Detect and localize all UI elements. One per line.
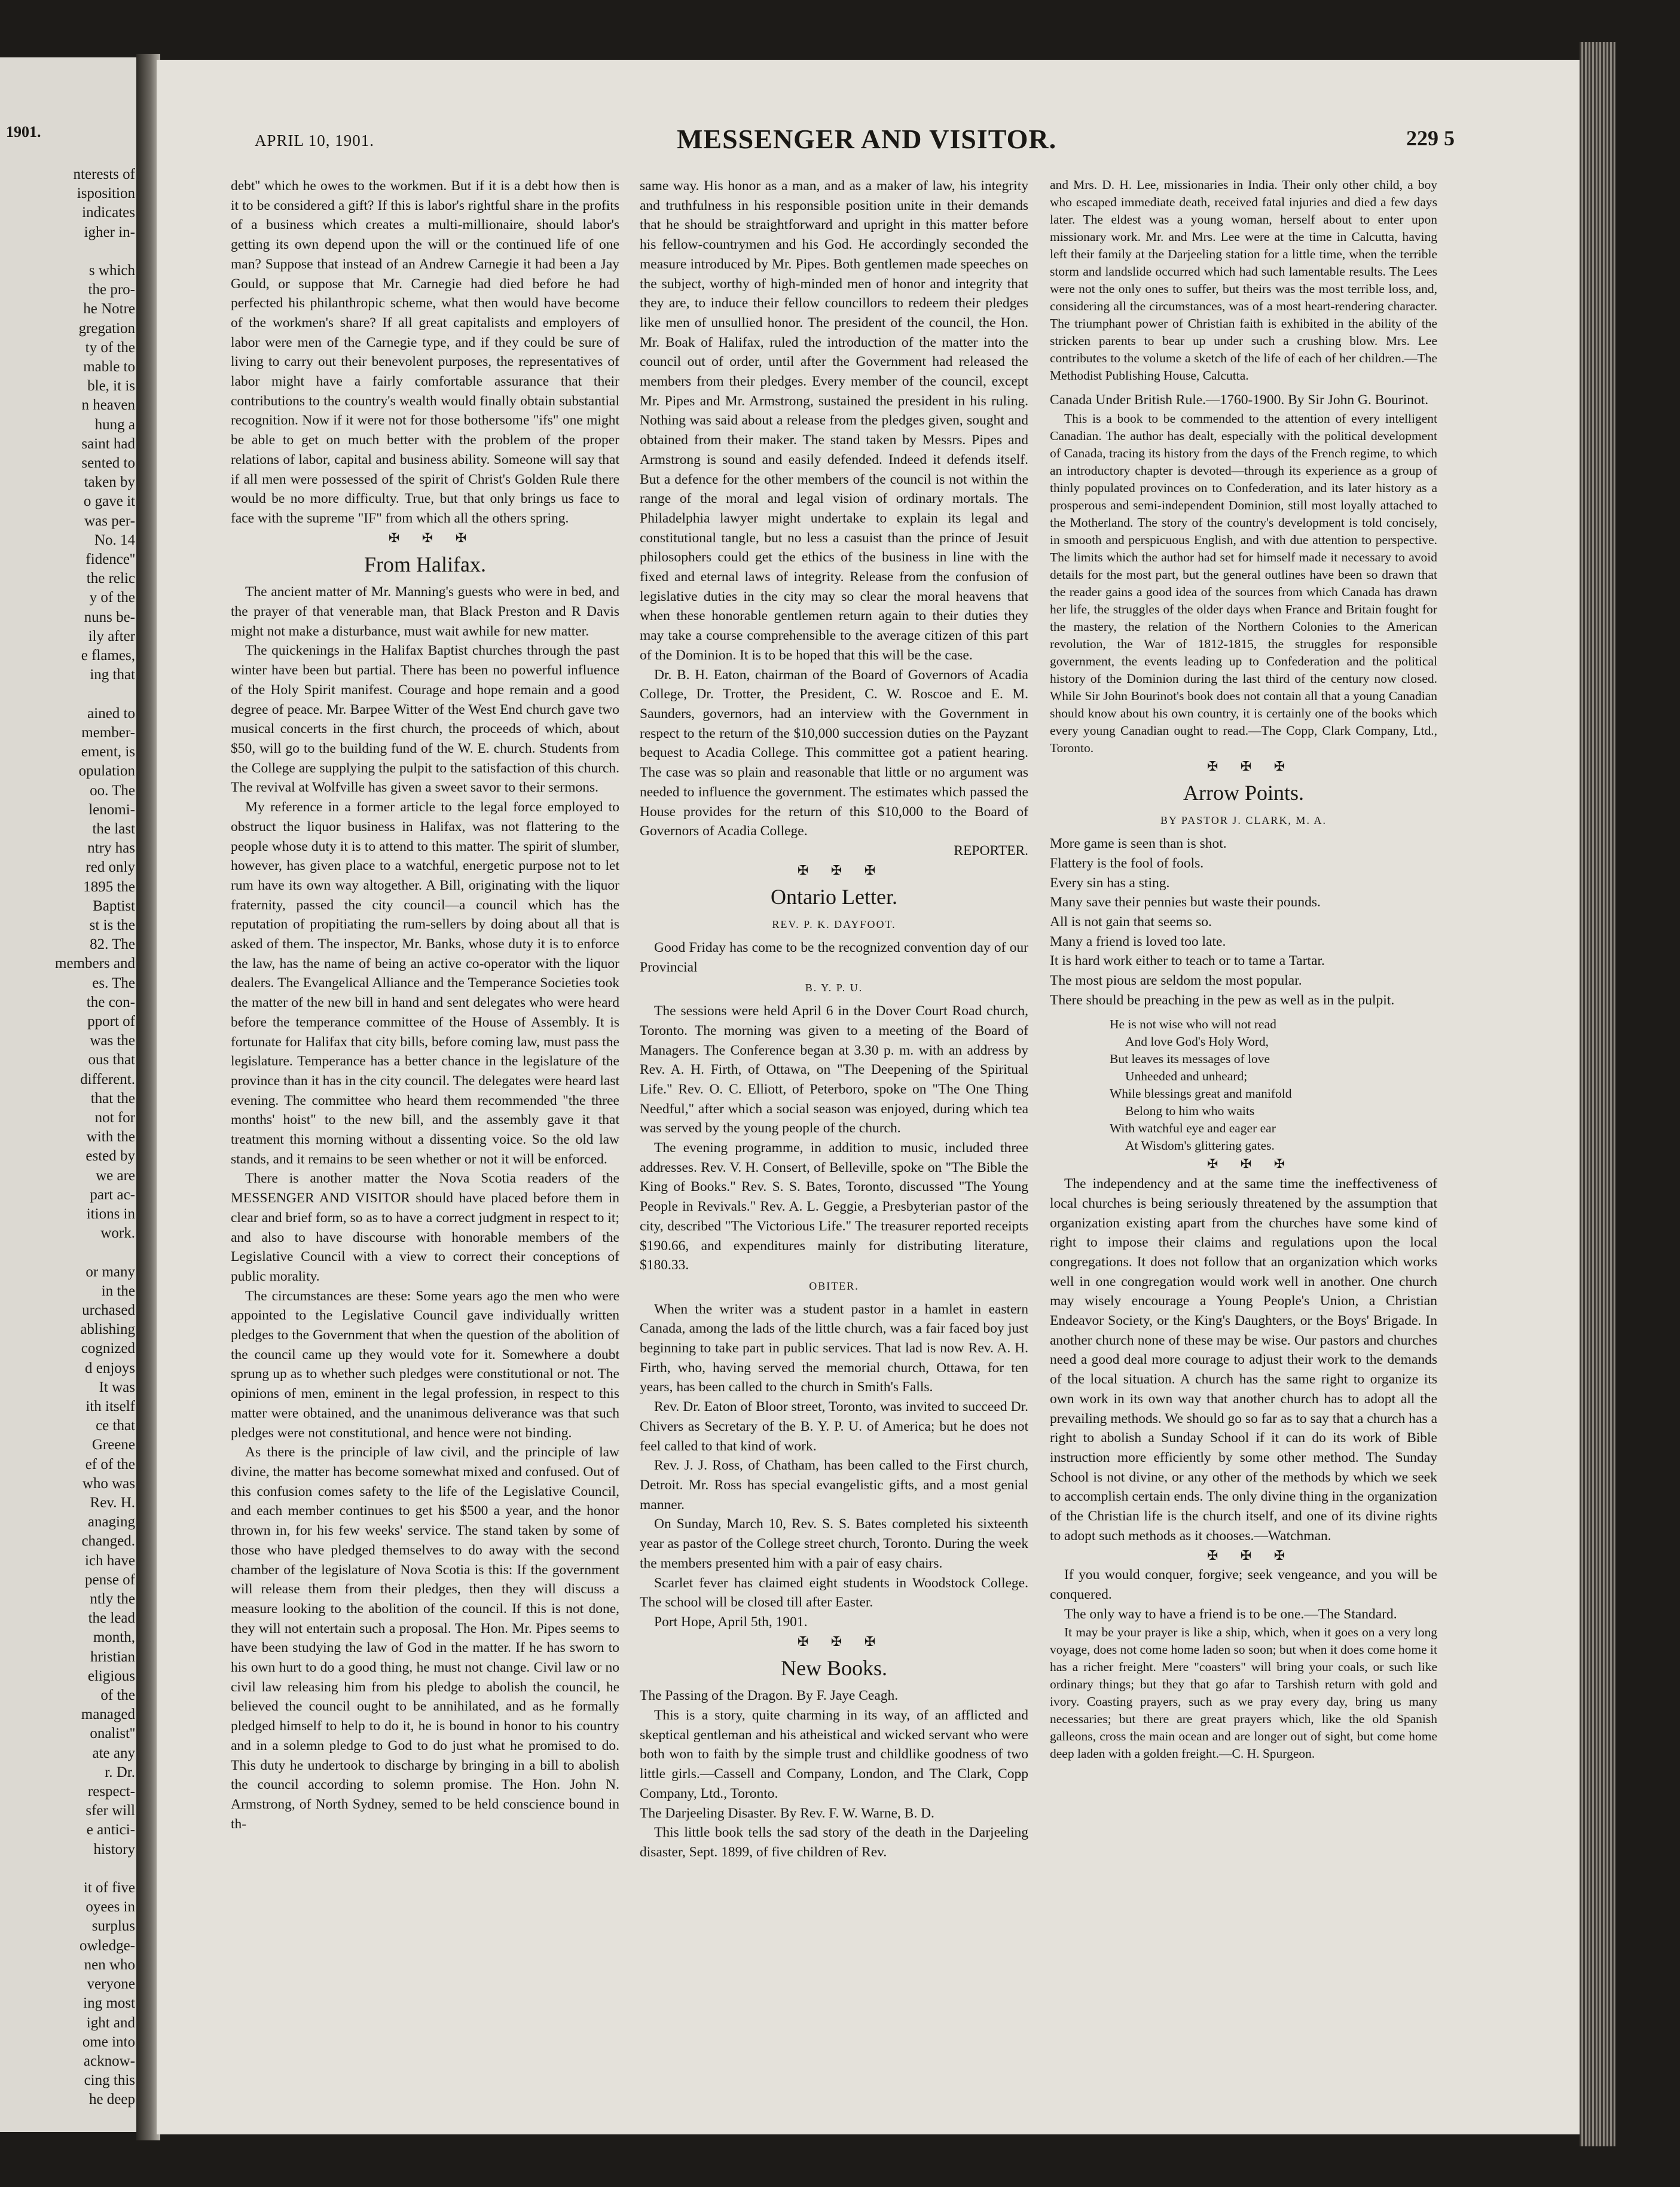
- left-page-line: members and: [55, 955, 135, 972]
- left-page-line: managed: [81, 1706, 135, 1723]
- section-separator: ✠ ✠ ✠: [388, 530, 476, 545]
- newspaper-page: [157, 60, 1580, 2134]
- paragraph: The only way to have a friend is to be one.—The Standard.: [1064, 1606, 1397, 1622]
- left-page-line: month,: [93, 1629, 135, 1646]
- left-page-line: ing that: [90, 667, 135, 683]
- left-page-line: ight and: [86, 2014, 135, 2031]
- left-page-line: that the: [90, 1090, 135, 1107]
- left-page-line: ty of the: [85, 339, 135, 356]
- left-page-line: part ac-: [90, 1186, 135, 1203]
- article-title-ontario-letter: Ontario Letter.: [771, 885, 897, 909]
- left-page-line: st is the: [89, 917, 135, 933]
- left-page-line: ntry has: [87, 840, 135, 857]
- left-page-line: ate any: [92, 1745, 135, 1761]
- poem-line: While blessings great and manifold: [1110, 1086, 1292, 1101]
- left-page-line: the lead: [88, 1610, 135, 1627]
- book-heading: The Passing of the Dragon. By F. Jaye Ceagh.: [640, 1688, 899, 1704]
- left-page-line: of the: [100, 1687, 135, 1704]
- left-page-line: ich have: [85, 1552, 135, 1569]
- left-page-line: pense of: [85, 1571, 135, 1588]
- left-page-line: with the: [86, 1129, 135, 1146]
- page-date: APRIL 10, 1901.: [255, 132, 375, 149]
- left-page-line: saint had: [81, 435, 135, 452]
- left-page-line: Baptist: [93, 897, 135, 914]
- book-heading: The Darjeeling Disaster. By Rev. F. W. Warne, B. D.: [640, 1805, 934, 1821]
- page-number: 229 5: [1406, 126, 1455, 150]
- paragraph: This little book tells the sad story of the death in the Darjeeling disaster, Sept. 1899, of five children of Rev.: [640, 1825, 1028, 1860]
- left-page-line: acknow-: [83, 2052, 135, 2069]
- left-page-line: nterests of: [73, 166, 135, 182]
- left-page-line: it of five: [83, 1880, 135, 1896]
- article-title-arrow-points: Arrow Points.: [1183, 781, 1304, 805]
- col1-intro: debt'' which he owes to the workmen. But if it is a debt how then is it to be considered a gift? If this is labor's rightful share in the profits of a business which creates a multi-millionaire, should labor's getting its own depend upon the will or the continued life of one man? Suppose that instead of an Andrew Carnegie it had been a Jay Gould, or suppose that Mr. Carnegie had died before he had perfected his philanthropic scheme, what then would have become of the workmen's share? If all great capitalists and employers of labor were men of the Carnegie type, and if they could be sure of living to carry out their benevolent purposes, the representatives of labor might have a fairly comfortable assurance that their contributions to the country's wealth would finally obtain substantial recognition. Now if it were not for those bothersome "ifs" one might be able to get on much better with the problem of the proper relations of labor, capital and business ability. Someone will say that if all men were possessed of the spirit of Christ's Golden Rule there would be no more difficulty. True, but that only brings us face to face with the supreme "IF" from which all the others spring.: [231, 178, 619, 526]
- left-page-line: anaging: [87, 1514, 135, 1531]
- left-page-line: was per-: [84, 512, 135, 529]
- left-page-line: taken by: [84, 474, 135, 491]
- paragraph: There is another matter the Nova Scotia readers of the MESSENGER AND VISITOR should have placed before them in clear and brief form, so as to have a correct judgment in respect to it; and also to have discourse with honorable members of the Legislative Council with a view to correct their conceptions of public morality.: [231, 1171, 619, 1284]
- left-page-line: oo. The: [90, 782, 135, 799]
- paragraph: Rev. Dr. Eaton of Bloor street, Toronto, was invited to succeed Dr. Chivers as Secretary of the B. Y. P. U. of America; but he does not feel called to that kind of work.: [640, 1399, 1028, 1454]
- left-page-line: o gave it: [83, 493, 135, 510]
- left-page-line: red only: [85, 859, 135, 876]
- left-page-line: eligious: [87, 1667, 135, 1684]
- paragraph: The ancient matter of Mr. Manning's guests who were in bed, and the prayer of that venerable man, that Black Preston and R Davis might not make a disturbance, must wait awhile for new matter.: [231, 584, 619, 639]
- list-item: It is hard work either to teach or to tame a Tartar.: [1050, 953, 1325, 969]
- left-page-line: respect-: [87, 1783, 135, 1800]
- left-page-line: [4, 1243, 135, 1262]
- left-page-line: ce that: [96, 1418, 135, 1434]
- paragraph: It may be your prayer is like a ship, which, when it goes on a very long voyage, does not come home laden so soon; but when it does come home it has a richer freight. Mere "coasters" will bring your coals, or such like ordinary things; but they that go afar to Tarshish return with gold and ivory. Coasting prayers, such as we pray every day, bring us many necessaries; but there are great prayers which, like the old Spanish galleons, cross the main ocean and are longer out of sight, but come home deep laden with a golden freight.—C. H. Spurgeon.: [1050, 1625, 1437, 1761]
- poem: [1050, 1016, 1437, 1154]
- list-item: More game is seen than is shot.: [1050, 836, 1227, 852]
- left-page-line: he Notre: [83, 301, 135, 317]
- left-page-line: [4, 1859, 135, 1879]
- list-item: Many a friend is loved too late.: [1050, 933, 1226, 949]
- left-page-line: ing most: [83, 1995, 135, 2012]
- list-item: Many save their pennies but waste their pounds.: [1050, 894, 1321, 911]
- subheading: OBITER.: [809, 1279, 859, 1292]
- column-1: [231, 176, 619, 1834]
- left-page-line: the last: [92, 820, 135, 837]
- paragraph: Scarlet fever has claimed eight students in Woodstock College. The school will be closed till after Easter.: [640, 1575, 1028, 1611]
- article-title-new-books: New Books.: [781, 1656, 887, 1681]
- left-page-line: he deep: [88, 2091, 135, 2108]
- left-page-line: different.: [80, 1071, 135, 1088]
- paragraph: The sessions were held April 6 in the Dover Court Road church, Toronto. The morning was given to a meeting of the Board of Managers. The Conference began at 3.30 p. m. with an address by Rev. A. H. Firth, of Ottawa, on "The Deepening of the Spiritual Life." Rev. O. C. Elliott, of Peterboro, spoke on "The One Thing Needful," after which a social season was enjoyed, during which tea was served by the young people of the church.: [640, 1003, 1028, 1137]
- left-page-line: d enjoys: [84, 1360, 135, 1376]
- col2-intro: same way. His honor as a man, and as a maker of law, his integrity and truthfulness in his responsible position unite in their demands that he should be straightforward and upright in this matter before his fellow-countrymen and his God. He accordingly seconded the measure introduced by Mr. Pipes. Both gentlemen made speeches on the subject, worthy of high-minded men of honor and integrity that they are, to induce their fellow councillors to redeem their pledges like men of unsullied honor. The president of the council, the Hon. Mr. Boak of Halifax, ruled the introduction of the matter into the council out of order, until after the Government had released the members from their pledges. Every member of the council, except Mr. Pipes and Mr. Armstrong, sustained the president in his ruling. Nothing was said about a release from the pledges given, sought and obtained from their maker. The stand taken by Messrs. Pipes and Armstrong is sound and easily defended. Indeed it defends itself. But a defence for the other members of the council is not within the range of the moral and legal vision of ordinary mortals. The Philadelphia lawyer might undertake to explain its legal and constitutional tangle, but no less a casuist than the prince of Jesuit philosophers could get the ethics of the business in line with the fixed and eternal laws of integrity. Release from the confusion of legislative duties in the city may so clear the moral heavens that when these honorable gentlemen return again to their duties they may take a course comprehensible to the average citizen of this part of the Dominion. It is to be hoped that this will be the case.: [640, 178, 1028, 663]
- left-page-line: ested by: [85, 1148, 135, 1165]
- left-page-line: member-: [81, 724, 135, 741]
- left-page-line: onalist'': [90, 1725, 135, 1742]
- left-page-line: isposition: [77, 185, 135, 202]
- left-page-line: Rev. H.: [90, 1495, 135, 1511]
- paragraph: The quickenings in the Halifax Baptist churches through the past winter have been but partial. There has been no powerful influence of the Holy Spirit manifest. Courage and hope remain and a good degree of peace. Mr. Barpee Witter of the West End church gave two musical concerts in the first church, the proceeds of which, about $50, will go to the building fund of the W. E. church. Students from the College are supplying the pulpit to the satisfaction of this church. The revival at Wolfville has given a sweet savor to their sermons.: [231, 643, 619, 796]
- section-separator: ✠ ✠ ✠: [797, 862, 885, 878]
- column-3: [1050, 176, 1437, 1763]
- left-page-line: ome into: [82, 2033, 135, 2050]
- page-title: MESSENGER AND VISITOR.: [677, 124, 1057, 154]
- left-page-line: ained to: [87, 705, 135, 722]
- left-page-line: pport of: [87, 1013, 135, 1030]
- left-page-line: who was: [82, 1475, 135, 1492]
- left-page-line: y of the: [89, 589, 135, 606]
- paragraph: Dr. B. H. Eaton, chairman of the Board of Governors of Acadia College, Dr. Trotter, the President, C. W. Roscoe and E. M. Saunders, governors, had an interview with the Government in respect to the return of the $10,000 succession duties on the Payzant bequest to Acadia College. This committee got a patient hearing. The case was so plain and reasonable that little or no argument was needed to influence the government. The estimates which passed the House provides for the return of this $10,000 to the Board of Governors of Acadia College.: [640, 667, 1028, 839]
- left-page-line: changed.: [81, 1533, 135, 1550]
- col3-intro: and Mrs. D. H. Lee, missionaries in India. Their only other child, a boy who escaped immediate death, received fatal injuries and died a few days later. The eldest was a young woman, herself about to enter upon missionary work. Mr. and Mrs. Lee were at the time in Calcutta, having left their family at the Darjeeling station for a little time, when the terrible storm and landslide occurred which had such lamentable results. The Lees were not the only ones to suffer, but theirs was the most terrible loss, and, considering all the circumstances, was of a most heart-rendering character. The triumphant power of Christian faith is exhibited in the ability of the stricken parents to bear up under such a crushing blow. Mrs. Lee contributes to the volume a sketch of the life of each of her children.—The Methodist Publishing House, Calcutta.: [1050, 178, 1437, 383]
- paragraph: The circumstances are these: Some years ago the men who were appointed to the Legislative Council gave individually written pledges to the Government that when the question of the abolition of the council came up they would vote for it. Somewhere a doubt sprung up as to whether such pledges were constitutional or not. The opinions of men, eminent in the legal profession, in respect to this matter were obtained, and the unanimous deliverance was that such pledges were not constitutional, and hence were not binding.: [231, 1288, 619, 1441]
- poem-line: Belong to him who waits: [1125, 1104, 1255, 1119]
- left-page-line: 1895 the: [83, 878, 135, 895]
- left-page-line: igher in-: [84, 224, 135, 240]
- left-page-line: fidence'': [85, 551, 135, 568]
- section-separator: ✠ ✠ ✠: [1206, 758, 1295, 774]
- left-page-line: owledge-: [79, 1937, 135, 1954]
- list-item: All is not gain that seems so.: [1050, 914, 1212, 930]
- left-page-line: work.: [100, 1225, 135, 1242]
- left-page-line: e antici-: [86, 1822, 135, 1838]
- paragraph: The independency and at the same time the ineffectiveness of local churches is being seriously threatened by the assumption that organization existing apart from the churches have some kind of right to impose their claims and regulations upon the local congregations. It does not follow that an organization which works well in one congregation would work well in another. One church may wisely encourage a Young People's Union, a Christian Endeavor Society, or the King's Daughters, or the Boys' Brigade. In another church none of these may be wise. Our pastors and churches need a good deal more courage to adjust their work to the demands of the local situation. A church has the same right to organize its own work in its own way that another church has to adopt all the prevailing methods. We should go so far as to say that a church has a right to abolish a Sunday School if it can do its work of Bible instruction more efficiently by some other method. The Sunday School is not divine, or any other of the methods by which we seek to accomplish certain ends. The only divine thing in the organization of the Christian life is the church itself, and one of its divine rights to adopt such methods as it chooses.—Watchman.: [1050, 1176, 1437, 1544]
- left-page-line: s which: [88, 262, 135, 279]
- left-page-line: r. Dr.: [105, 1764, 135, 1780]
- poem-line: Unheeded and unheard;: [1125, 1069, 1248, 1084]
- list-item: Flattery is the fool of fools.: [1050, 855, 1204, 871]
- left-page-line: sented to: [81, 455, 135, 472]
- left-page-line: nuns be-: [84, 609, 135, 625]
- left-page-line: mable to: [83, 359, 135, 375]
- left-page-line: veryone: [87, 1976, 135, 1993]
- left-page-line: Greene: [91, 1437, 135, 1453]
- left-page-line: the pro-: [88, 282, 135, 298]
- poem-line: But leaves its messages of love: [1110, 1052, 1270, 1067]
- left-page-header: 1901.: [6, 123, 41, 140]
- left-page-line: It was: [99, 1379, 135, 1395]
- paragraph: As there is the principle of law civil, and the principle of law divine, the matter has become somewhat mixed and confused. Out of this confusion comes safety to the life of the Legislative Council, and each member continues to get his $500 a year, and the honor thrown in, for his few weeks' service. The stand taken by some of those who have pledged themselves to do away with the second chamber of the legislature of Nova Scotia is this: If the government will release them from their pledges, then they will discuss a measure looking to the abolition of the council. If this is not done, they will not entertain such a proposal. The Hon. Mr. Pipes seems to have been studying the law of God in the matter. If he has sworn to his own hurt to do a good thing, he must not change. Civil law or no civil law releasing him from his pledge to abolish the council, he believed the council ought to be annihilated, and as he formally pledged himself to help to do it, he is bound in honor to his country and in a solemn pledge to God to do just what he promised to do. This duty he undertook to discharge by bringing in a bill to abolish the council according to solemn promise. The Hon. John N. Armstrong, of North Sydney, semed to be held conscience bound in th-: [231, 1444, 619, 1832]
- paragraph: When the writer was a student pastor in a hamlet in eastern Canada, among the lads of the little church, was a fair faced boy just beginning to take part in public services. That lad is now Rev. A. H. Firth, who, having served the memorial church, Ottawa, for ten years, has been called to the church in Smith's Falls.: [640, 1301, 1028, 1395]
- list-item: There should be preaching in the pew as well as in the pulpit.: [1050, 992, 1395, 1008]
- paragraph: This is a story, quite charming in its way, of an afflicted and skeptical gentleman and his atheistical and wicked servant who were both won to faith by the simple trust and childlike goodness of two little girls.—Cassell and Company, London, and The Clark, Copp Company, Ltd., Toronto.: [640, 1708, 1028, 1801]
- list-item: Every sin has a sting.: [1050, 875, 1170, 891]
- poem-line: And love God's Holy Word,: [1125, 1034, 1269, 1049]
- left-page-line: was the: [90, 1033, 135, 1049]
- subheading: B. Y. P. U.: [805, 982, 863, 994]
- paragraph: Rev. J. J. Ross, of Chatham, has been called to the First church, Detroit. Mr. Ross has special evangelistic gifts, and a most genial manner.: [640, 1458, 1028, 1513]
- section-separator: ✠ ✠ ✠: [1206, 1547, 1295, 1563]
- left-page-line: the con-: [86, 994, 135, 1010]
- paragraph: On Sunday, March 10, Rev. S. S. Bates completed his sixteenth year as pastor of the College street church, Toronto. During the week the members presented him with a pair of easy chairs.: [640, 1516, 1028, 1571]
- left-page-line: urchased: [82, 1302, 135, 1318]
- page-header: [157, 124, 1580, 167]
- left-page-line: history: [93, 1841, 135, 1858]
- left-page-line: in the: [101, 1282, 135, 1299]
- left-page-line: nen who: [84, 1956, 135, 1973]
- left-page-line: [4, 685, 135, 704]
- left-page-line: oyees in: [85, 1899, 135, 1916]
- left-page-line: n heaven: [81, 397, 135, 414]
- left-page-line: not for: [94, 1109, 135, 1126]
- left-page-line: itions in: [86, 1205, 135, 1222]
- paragraph: Good Friday has come to be the recognized convention day of our Provincial: [640, 940, 1028, 975]
- left-page-line: ntly the: [90, 1591, 135, 1608]
- paragraph: If you would conquer, forgive; seek vengeance, and you will be conquered.: [1050, 1567, 1437, 1602]
- paragraph: This is a book to be commended to the attention of every intelligent Canadian. The author has dealt, especially with the political development of Canada, tracing its history from the days of the French regime, to which an introductory chapter is devoted—through its experience as a group of thinly populated provinces on to Confederation, and its later history as a prosperous and semi-independent Dominion, still most loyally attached to the Motherland. The story of the country's development is told concisely, in smooth and perspicuous English, and with due attention to perspective. The limits which the author had set for himself made it necessary to avoid details for the most part, but the general outlines have been so drawn that the reader gains a good idea of the sources from which Canada has drawn her life, the struggles of the older days when France and Britain fought for the mastery, the relation of the Northern Colonies to the American revolution, the War of 1812-1815, the struggles for responsible government, the events leading up to Confederation and the political history of the Dominion during the last third of the century now closed. While Sir John Bourinot's book does not contain all that a young Canadian should know about his own country, it is certainly one of the books which every young Canadian ought to read.—The Copp, Clark Company, Ltd., Toronto.: [1050, 411, 1437, 755]
- left-page-line: No. 14: [94, 532, 135, 548]
- book-heading: Canada Under British Rule.—1760-1900. By Sir John G. Bourinot.: [1050, 392, 1429, 408]
- left-page-line: indicates: [82, 204, 135, 221]
- left-page-line: ith itself: [85, 1398, 135, 1415]
- left-page-text: [4, 165, 135, 2110]
- left-page-line: the relic: [86, 570, 135, 587]
- reporter-signature: REPORTER.: [954, 842, 1028, 859]
- left-page-line: or many: [85, 1263, 135, 1280]
- left-page-line: hung a: [94, 416, 135, 433]
- article-byline: BY PASTOR J. CLARK, M. A.: [1160, 814, 1327, 827]
- left-page-line: surplus: [91, 1918, 135, 1935]
- poem-line: He is not wise who will not read: [1110, 1017, 1276, 1032]
- article-byline: REV. P. K. DAYFOOT.: [772, 918, 896, 931]
- left-page-line: sfer will: [85, 1803, 135, 1819]
- left-page-fragment: [0, 57, 136, 2132]
- left-page-line: we are: [96, 1167, 135, 1184]
- left-page-line: ous that: [88, 1052, 135, 1068]
- left-page-line: [4, 242, 135, 261]
- article-title-from-halifax: From Halifax.: [364, 552, 486, 577]
- arrow-points-list: [1050, 834, 1437, 1010]
- left-page-line: cognized: [81, 1340, 135, 1357]
- column-2: [640, 176, 1028, 1862]
- paragraph: My reference in a former article to the legal force employed to obstruct the liquor business in Halifax, was not flattering to the people whose duty it is to attend to this matter. The spirit of slumber, however, has given place to a watchful, energetic purpose not to let rum have its own way altogether. A Bill, originating with the liquor fraternity, passed the city council—a council which has the reputation of propitiating the rum-sellers by doing about all that is asked of them. The inspector, Mr. Banks, whose duty it is to enforce the law, has the name of being an active co-operator with the liquor dealers. The Evangelical Alliance and the Temperance Societies took the matter of the new bill in hand and sent delegates who were heard before the temperance committee of the House of Assembly. It is fortunate for Halifax that city bills, before coming law, must pass the legislature. Temperance has a better chance in the legislature of the province than it has in the city council. The delegates were heard last evening. The committee who heard them recommended "the three months' hoist" to the new bill, and the assembly gave it that treatment this morning without a dissenting voice. So the old law stands, and it remains to be seen whether or not it will be enforced.: [231, 799, 619, 1167]
- left-page-line: ement, is: [81, 744, 135, 760]
- left-page-line: gregation: [78, 320, 135, 337]
- left-page-line: cing this: [84, 2072, 135, 2089]
- section-separator: ✠ ✠ ✠: [797, 1633, 885, 1649]
- left-page-line: opulation: [78, 763, 135, 780]
- left-page-line: hristian: [90, 1648, 135, 1665]
- left-page-line: lenomi-: [88, 801, 135, 818]
- section-separator: ✠ ✠ ✠: [1206, 1156, 1295, 1172]
- left-page-line: ily after: [88, 628, 135, 645]
- left-page-line: ef of the: [85, 1456, 135, 1473]
- paragraph: The evening programme, in addition to music, included three addresses. Rev. V. H. Consert, of Belleville, spoke on "The Bible the King of Books." Rev. S. S. Bates, Toronto, discussed "The Young People in Revivals." Rev. A. L. Geggie, a Presbyterian pastor of the city, described "The Victorious Life." The treasurer reported receipts $190.66, and expenditures mainly for distributing literature, $180.33.: [640, 1140, 1028, 1273]
- left-page-line: e flames,: [81, 647, 135, 664]
- poem-line: With watchful eye and eager ear: [1110, 1121, 1276, 1136]
- list-item: The most pious are seldom the most popular.: [1050, 973, 1302, 989]
- poem-line: At Wisdom's glittering gates.: [1125, 1138, 1275, 1153]
- paragraph: Port Hope, April 5th, 1901.: [654, 1614, 808, 1630]
- left-page-line: ble, it is: [87, 378, 135, 395]
- left-page-line: 82. The: [90, 936, 135, 953]
- page-stack-edge: [1580, 42, 1615, 2146]
- left-page-line: ablishing: [80, 1321, 135, 1338]
- left-page-line: es. The: [92, 975, 135, 991]
